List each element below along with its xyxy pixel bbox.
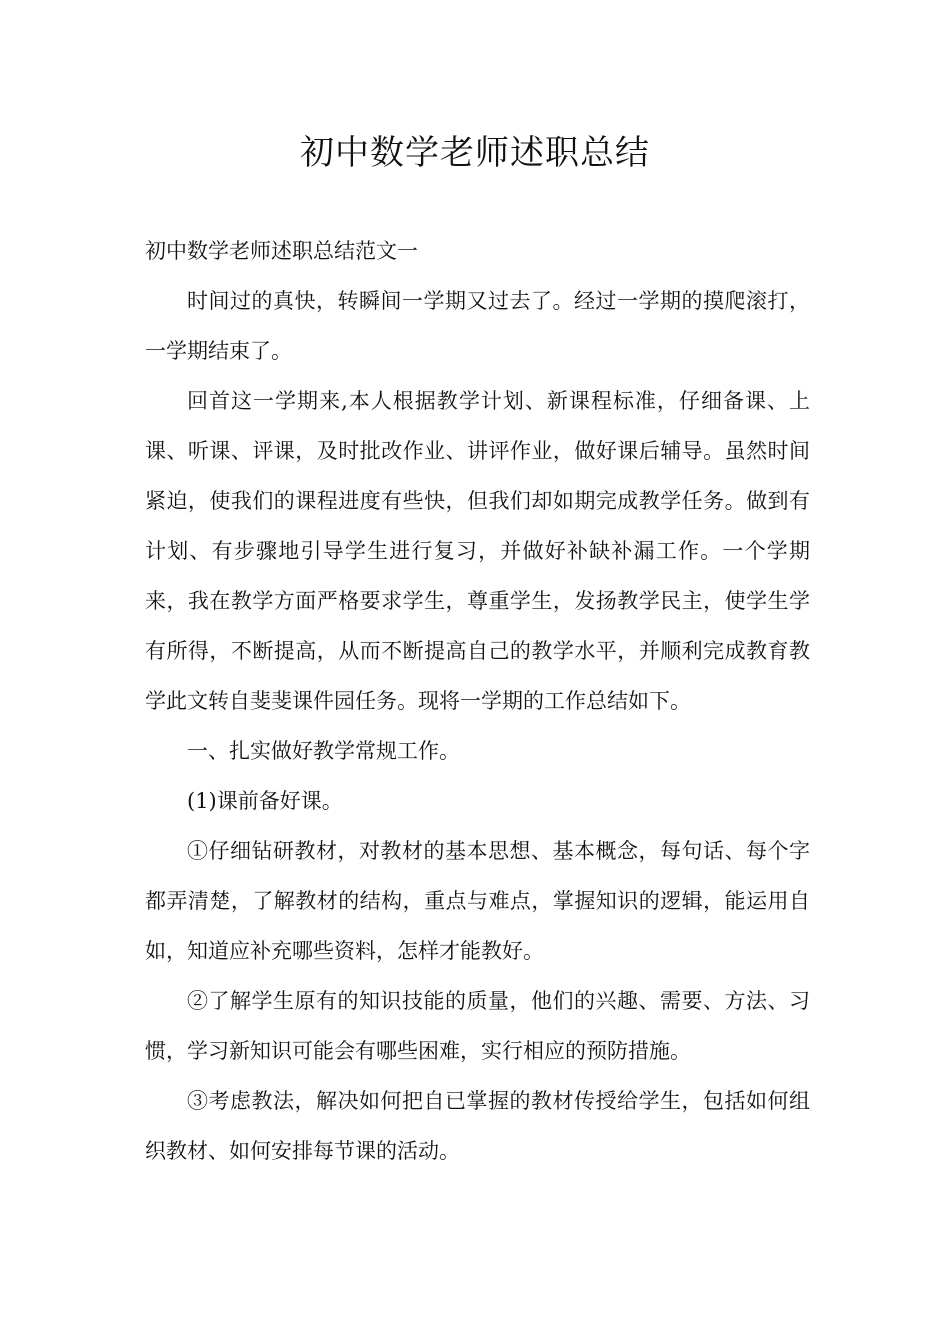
paragraph-subsection-one: (1)课前备好课。	[187, 789, 343, 813]
paragraph-section-one: 一、扎实做好教学常规工作。	[187, 739, 460, 763]
paragraph-intro: 时间过的真快，转瞬间一学期又过去了。经过一学期的摸爬滚打，一学期结束了。	[145, 289, 810, 363]
document-title: 初中数学老师述职总结	[300, 133, 650, 173]
paragraph-item-two: ②了解学生原有的知识技能的质量，他们的兴趣、需要、方法、习惯，学习新知识可能会有哪些困难，实行相应的预防措施。	[145, 989, 810, 1063]
paragraph-item-three: ③考虑教法，解决如何把自已掌握的教材传授给学生，包括如何组织教材、如何安排每节课的活动。	[145, 1089, 810, 1163]
section-heading: 初中数学老师述职总结范文一	[145, 239, 418, 263]
paragraph-review: 回首这一学期来,本人根据教学计划、新课程标准，仔细备课、上课、听课、评课，及时批改作业、讲评作业，做好课后辅导。虽然时间紧迫，使我们的课程进度有些快，但我们却如期完成教学任务。做到有计划、有步骤地引导学生进行复习，并做好补缺补漏工作。一个学期来，我在教学方面严格要求学生，尊重学生，发扬教学民主，使学生学有所得，不断提高，从而不断提高自己的教学水平，并顺利完成教育教学此文转自斐斐课件园任务。现将一学期的工作总结如下。	[145, 389, 810, 713]
document-body	[145, 226, 810, 1176]
paragraph-item-one: ①仔细钻研教材，对教材的基本思想、基本概念，每句话、每个字都弄清楚，了解教材的结构，重点与难点，掌握知识的逻辑，能运用自如，知道应补充哪些资料，怎样才能教好。	[145, 839, 810, 963]
